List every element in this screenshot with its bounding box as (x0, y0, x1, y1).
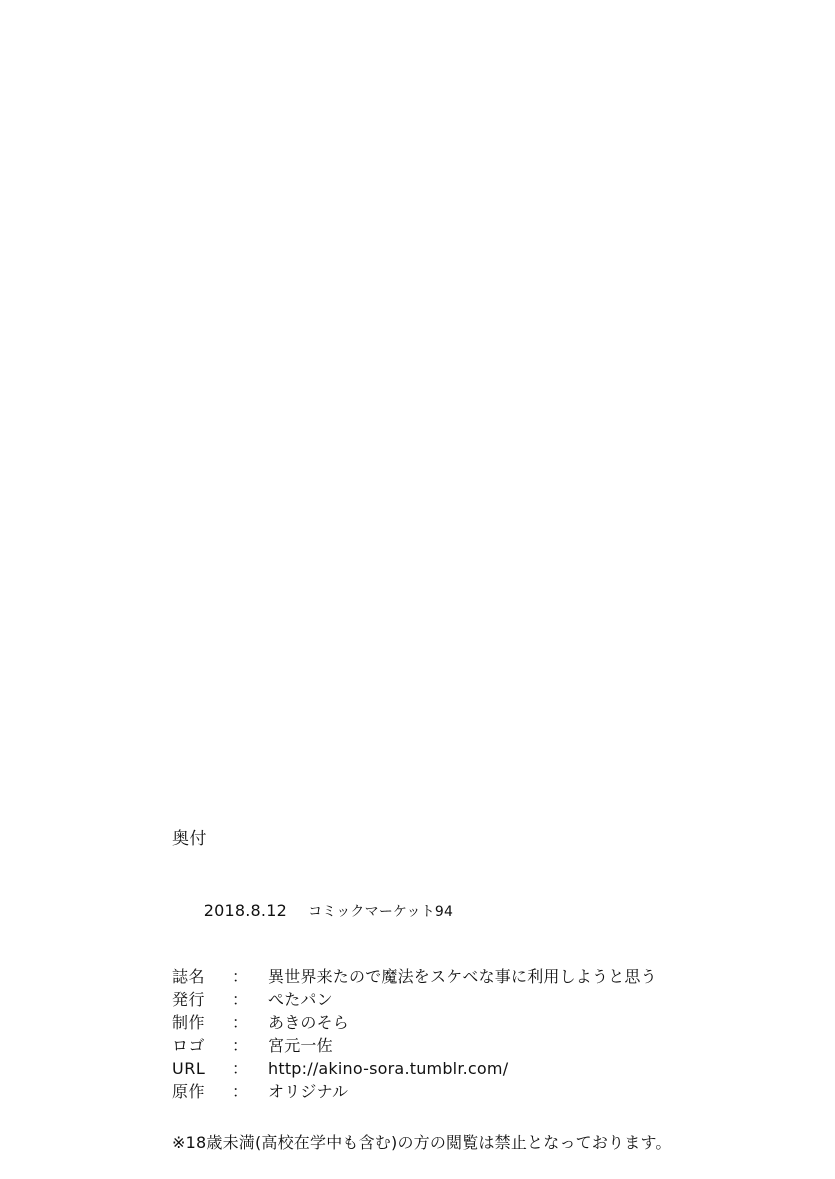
row-value-publisher: ぺたパン (268, 990, 333, 1009)
row-value-title: 異世界来たので魔法をスケベな事に利用しようと思う (268, 967, 657, 986)
row-value-logo: 宮元一佐 (268, 1036, 333, 1055)
row-label: 原作 (172, 1082, 206, 1101)
table-row (172, 1057, 657, 1080)
table-row (172, 988, 657, 1011)
row-colon: ： (232, 1013, 249, 1032)
table-row (172, 965, 657, 988)
row-label: 誌名 (172, 967, 206, 986)
event-line (172, 881, 772, 942)
row-colon: ： (232, 990, 249, 1009)
row-value-production: あきのそら (268, 1013, 350, 1032)
row-value-url[interactable]: http://akino-sora.tumblr.com/ (268, 1059, 509, 1078)
colophon-heading: 奥付 (172, 829, 207, 849)
row-label: URL (172, 1059, 206, 1078)
table-row (172, 1034, 657, 1057)
age-restriction-notice: ※18歳未満(高校在学中も含む)の方の閲覧は禁止となっております。 (172, 1133, 672, 1152)
colophon-block (172, 828, 772, 1154)
row-value-original: オリジナル (268, 1082, 349, 1101)
table-row (172, 1011, 657, 1034)
row-colon: ： (232, 1036, 249, 1055)
table-row (172, 1080, 657, 1103)
row-label: 発行 (172, 990, 206, 1009)
event-name: コミックマーケット94 (308, 904, 454, 920)
row-colon: ： (232, 1059, 249, 1078)
row-label: ロゴ (172, 1036, 206, 1055)
row-colon: ： (232, 967, 249, 986)
row-colon: ： (232, 1082, 249, 1101)
event-date: 2018.8.12 (203, 901, 287, 920)
colophon-info-table (172, 965, 657, 1103)
row-label: 制作 (172, 1013, 206, 1032)
